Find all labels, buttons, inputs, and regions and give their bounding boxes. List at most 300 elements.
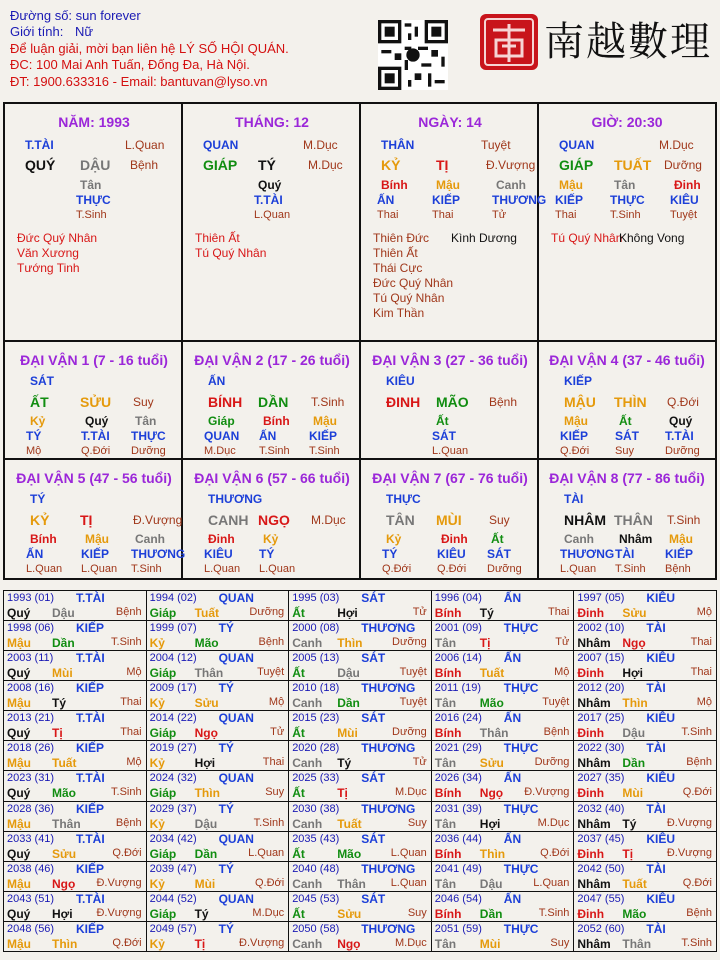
pillar-can: KỶ	[381, 157, 401, 173]
year-can: Tân	[434, 756, 457, 771]
year-cell	[146, 711, 289, 741]
year-cell-content	[432, 741, 574, 770]
year-can: Ất	[292, 726, 305, 741]
year-state: Bệnh	[115, 816, 142, 829]
year-star: QUAN	[218, 711, 254, 726]
hidden-star: TÝ	[26, 429, 42, 443]
hidden-star: THỰC	[610, 193, 645, 207]
hidden-star: TÝ	[259, 547, 275, 561]
year-can: Kỷ	[149, 936, 165, 951]
hidden-state: T.Sinh	[131, 563, 162, 575]
year-cell	[289, 771, 432, 801]
year-cell-content	[432, 681, 574, 710]
year-star: THƯƠNG	[361, 741, 416, 756]
year-cell	[431, 861, 574, 891]
year-cell	[574, 651, 717, 681]
dai-van-can: KỶ	[30, 512, 50, 528]
year-chi: Hợi	[622, 666, 643, 681]
dai-van-chi-right: Q.Đới	[667, 395, 699, 409]
hidden-state: Tử	[492, 209, 507, 221]
dai-van-chi: SỬU	[80, 394, 112, 410]
year-star: KIẾP	[76, 741, 105, 756]
year-chi: Thân	[337, 876, 366, 891]
dai-van-top: KIÊU	[386, 374, 415, 388]
hidden-state: T.Sinh	[309, 445, 340, 457]
chart-cell	[183, 342, 361, 460]
year-cell	[289, 651, 432, 681]
year-star: T.TÀI	[76, 891, 105, 906]
year-star: QUAN	[218, 771, 254, 786]
year-label: 2016 (24)	[434, 712, 482, 725]
year-label: 2032 (40)	[577, 802, 625, 815]
year-cell-content	[147, 591, 289, 620]
hidden-star: KIÊU	[670, 193, 699, 207]
year-label: 2000 (08)	[292, 622, 340, 635]
table-row	[4, 651, 717, 681]
year-can: Quý	[7, 726, 31, 741]
year-cell	[4, 711, 147, 741]
shen-sha-star: Thái Cực	[373, 261, 423, 275]
year-state: Dưỡng	[534, 756, 570, 769]
year-state: T.Sinh	[253, 816, 285, 829]
year-state: Dưỡng	[249, 606, 285, 618]
year-state: T.Sinh	[111, 636, 142, 649]
year-cell-content	[289, 681, 431, 710]
year-label: 2026 (34)	[434, 772, 482, 785]
chart-cell	[361, 460, 539, 578]
pillar-chi-right: Dưỡng	[664, 158, 702, 172]
year-cell	[431, 921, 574, 951]
dai-van-can: ĐINH	[386, 394, 421, 410]
year-label: 2027 (35)	[577, 772, 625, 785]
year-label: 2039 (47)	[149, 862, 197, 875]
year-chi: Tị	[52, 726, 63, 741]
year-cell-content	[4, 862, 146, 891]
year-label: 2038 (46)	[7, 862, 55, 875]
year-star: SÁT	[361, 651, 386, 666]
year-cell-content	[289, 741, 431, 770]
chart-cell	[539, 460, 715, 578]
year-label: 1998 (06)	[7, 622, 55, 635]
hidden-state: Mộ	[26, 445, 42, 457]
year-label: 2001 (09)	[434, 622, 482, 635]
year-label: 2028 (36)	[7, 802, 55, 815]
year-chi: Dậu	[52, 606, 75, 620]
year-state: Tuyệt	[399, 696, 427, 709]
year-star: T.TÀI	[76, 651, 105, 666]
year-chi: Mão	[337, 846, 362, 861]
pillar-chi-right: Bệnh	[130, 158, 159, 172]
hidden-can: Tân	[80, 178, 102, 192]
year-cell-content	[289, 832, 431, 861]
year-state: Dưỡng	[392, 726, 427, 739]
year-cell	[431, 891, 574, 921]
year-chi: Thìn	[52, 936, 78, 951]
year-state: Mộ	[554, 666, 570, 679]
hidden-star: ẤN	[259, 429, 277, 443]
year-cell-content	[289, 711, 431, 740]
hidden-state: Dưỡng	[665, 445, 700, 457]
year-label: 2004 (12)	[149, 652, 197, 665]
hidden-star: T.TÀI	[665, 429, 694, 443]
year-star: ẤN	[503, 711, 522, 726]
year-star: THỰC	[503, 921, 539, 936]
year-label: 2040 (48)	[292, 862, 340, 875]
hidden-can: Mậu	[85, 532, 109, 546]
year-label: 2005 (13)	[292, 652, 340, 665]
hidden-can: Tân	[614, 178, 636, 192]
year-cell-content	[432, 621, 574, 650]
dai-van-can: ẤT	[30, 394, 49, 410]
year-label: 2037 (45)	[577, 832, 625, 845]
year-label: 1994 (02)	[149, 592, 197, 604]
year-label: 2011 (19)	[434, 682, 482, 695]
year-chi: Dậu	[194, 816, 218, 831]
year-state: Q.Đới	[682, 876, 712, 889]
year-cell-content	[147, 621, 289, 650]
year-can: Đinh	[577, 846, 605, 861]
yearly-table	[3, 590, 717, 952]
year-cell-content	[147, 862, 289, 891]
year-cell-content	[147, 892, 289, 921]
year-chi: Dần	[479, 906, 503, 921]
year-can: Đinh	[577, 726, 605, 741]
year-cell	[431, 591, 574, 621]
hidden-star: SÁT	[487, 547, 511, 561]
year-state: M.Dục	[252, 906, 285, 919]
hidden-can: Bính	[263, 414, 290, 428]
dai-van-title: ĐẠI VẬN 8 (77 - 86 tuổi)	[549, 470, 705, 486]
year-label: 2033 (41)	[7, 832, 55, 845]
year-label: 2025 (33)	[292, 772, 340, 785]
year-cell-content	[147, 832, 289, 861]
year-state: M.Dục	[395, 936, 427, 949]
year-cell-content	[574, 862, 716, 891]
dai-van-can: NHÂM	[564, 512, 606, 528]
table-row	[4, 711, 717, 741]
year-cell	[146, 651, 289, 681]
year-label: 2012 (20)	[577, 682, 625, 695]
year-cell-content	[4, 711, 146, 740]
hidden-star: T.TÀI	[254, 193, 283, 207]
table-row	[4, 861, 717, 891]
year-chi: Dần	[194, 846, 218, 861]
year-star: KIẾP	[76, 921, 105, 936]
hidden-can: Ất	[491, 532, 504, 546]
year-cell	[146, 591, 289, 621]
year-can: Đinh	[577, 606, 605, 620]
year-state: Q.Đới	[682, 786, 712, 799]
dai-van-chi: MÙI	[436, 512, 462, 528]
hidden-state: L.Quan	[259, 563, 296, 575]
dai-van-chi: TỊ	[80, 512, 93, 528]
pillar-can: QUÝ	[25, 157, 56, 173]
pillar-chi-right: M.Dục	[308, 158, 343, 172]
year-cell	[146, 861, 289, 891]
year-cell	[431, 621, 574, 651]
hidden-star: KIẾP	[309, 429, 338, 443]
year-state: T.Sinh	[111, 786, 142, 799]
hidden-can: Nhâm	[619, 532, 653, 546]
hidden-can: Canh	[564, 532, 594, 546]
year-chi: Thìn	[337, 636, 363, 651]
year-chi: Tý	[337, 756, 352, 771]
year-state: T.Sinh	[538, 906, 570, 919]
hidden-can: Mậu	[669, 532, 693, 546]
year-star: SÁT	[361, 711, 386, 726]
year-state: Đ.Vượng	[666, 816, 712, 829]
dai-van-title: ĐẠI VẬN 1 (7 - 16 tuổi)	[20, 352, 168, 368]
year-cell-content	[4, 621, 146, 650]
year-chi: Dậu	[479, 876, 503, 891]
logo-text: 南越數理	[544, 19, 712, 65]
year-cell	[289, 861, 432, 891]
year-cell	[4, 891, 147, 921]
year-cell	[4, 681, 147, 711]
year-state: Dưỡng	[392, 636, 427, 649]
pillar-can: GIÁP	[203, 157, 238, 173]
hidden-can: Quý	[85, 414, 109, 428]
hidden-can: Kỷ	[386, 532, 402, 546]
year-state: L.Quan	[390, 876, 427, 889]
year-label: 2042 (50)	[577, 862, 625, 875]
chart-cell	[361, 104, 547, 342]
pillar-top-right: L.Quan	[125, 138, 165, 152]
address-line: ĐC: 100 Mai Anh Tuấn, Đống Đa, Hà Nội.	[10, 57, 250, 73]
dai-van-chi: THÂN	[614, 512, 653, 528]
year-cell	[431, 801, 574, 831]
year-can: Canh	[292, 816, 323, 831]
year-label: 2034 (42)	[149, 832, 197, 845]
year-state: T.Sinh	[681, 936, 712, 949]
year-can: Giáp	[149, 786, 177, 801]
dai-van-chi-right: Bệnh	[489, 395, 518, 409]
year-cell	[574, 621, 717, 651]
year-state: Thai	[547, 606, 570, 618]
year-state: Mộ	[126, 666, 142, 679]
year-state: Đ.Vượng	[96, 876, 142, 889]
year-cell-content	[432, 651, 574, 680]
dai-van-chi-right: T.Sinh	[311, 395, 345, 409]
year-chi: Thân	[622, 936, 652, 951]
year-state: Bệnh	[686, 756, 712, 769]
dai-van-chi-right: Đ.Vượng	[133, 513, 183, 527]
dai-van-top: ẤN	[208, 374, 226, 388]
year-star: TÀI	[646, 801, 666, 816]
year-chi: Tuất	[337, 816, 362, 831]
hidden-state: Q.Đới	[437, 563, 467, 575]
year-star: KIÊU	[646, 891, 676, 906]
year-can: Kỷ	[149, 756, 165, 771]
hidden-can: Canh	[496, 178, 526, 192]
year-can: Ất	[292, 666, 305, 681]
year-star: ẤN	[503, 891, 522, 906]
year-label: 2052 (60)	[577, 922, 625, 935]
year-cell	[574, 771, 717, 801]
year-cell	[574, 741, 717, 771]
year-state: Suy	[265, 786, 285, 799]
year-star: THƯƠNG	[361, 621, 416, 636]
year-chi: Sửu	[52, 846, 77, 861]
year-star: THỰC	[503, 621, 539, 636]
year-state: Thai	[262, 756, 285, 769]
year-chi: Tuất	[479, 666, 505, 681]
year-chi: Mão	[194, 636, 219, 651]
qr-code-icon	[378, 20, 448, 90]
year-cell	[289, 741, 432, 771]
year-can: Ất	[292, 606, 305, 620]
year-cell	[146, 891, 289, 921]
pillar-title: THÁNG: 12	[235, 114, 309, 130]
table-row	[4, 771, 717, 801]
year-can: Tân	[434, 936, 457, 951]
year-chi: Thìn	[479, 846, 506, 861]
year-cell	[146, 741, 289, 771]
year-state: Đ.Vượng	[96, 906, 142, 919]
hidden-star: THỰC	[131, 429, 166, 443]
year-label: 1993 (01)	[7, 592, 55, 604]
year-cell	[4, 741, 147, 771]
year-star: THỰC	[503, 741, 539, 756]
year-can: Giáp	[149, 906, 177, 921]
year-can: Quý	[7, 666, 31, 681]
year-cell	[574, 591, 717, 621]
year-can: Kỷ	[149, 876, 165, 891]
year-can: Mậu	[7, 756, 31, 771]
year-chi: Mùi	[194, 876, 216, 891]
hidden-can: Mậu	[559, 178, 583, 192]
red-seal-icon	[478, 12, 540, 72]
hidden-star: ẤN	[377, 193, 395, 207]
table-row	[4, 891, 717, 921]
year-cell	[146, 921, 289, 951]
year-cell-content	[432, 591, 574, 620]
year-can: Nhâm	[577, 636, 611, 651]
year-can: Giáp	[149, 846, 177, 861]
year-can: Canh	[292, 696, 323, 711]
year-chi: Mão	[52, 786, 76, 801]
pillar-top-right: M.Dục	[659, 138, 694, 152]
year-label: 1995 (03)	[292, 592, 340, 604]
hidden-star: TÀI	[615, 547, 635, 561]
year-chi: Thân	[52, 816, 81, 831]
dai-van-chi: NGỌ	[258, 512, 290, 528]
hidden-can: Giáp	[208, 414, 235, 428]
chart-cell	[539, 342, 715, 460]
pillar-chi: TUẤT	[614, 157, 652, 173]
hidden-star: THƯƠNG	[131, 547, 186, 561]
year-cell-content	[574, 681, 716, 710]
year-state: Q.Đới	[254, 876, 285, 889]
hidden-state: L.Quan	[560, 563, 597, 575]
pillar-can: GIÁP	[559, 157, 594, 173]
year-can: Mậu	[7, 936, 31, 951]
year-cell-content	[432, 711, 574, 740]
year-can: Bính	[434, 666, 462, 681]
year-state: Thai	[690, 636, 712, 649]
year-cell-content	[147, 741, 289, 770]
year-state: Mộ	[126, 756, 142, 769]
year-chi: Ngọ	[622, 636, 646, 651]
year-state: Q.Đới	[540, 846, 570, 859]
year-can: Bính	[434, 606, 462, 620]
year-star: T.TÀI	[76, 771, 105, 786]
year-star: QUAN	[218, 891, 254, 906]
year-label: 2049 (57)	[149, 922, 197, 935]
year-cell-content	[432, 832, 574, 861]
contact-line: Để luận giải, mời bạn liên hệ LÝ SỐ HỘI QUÁN.	[10, 40, 289, 56]
year-state: Tuyệt	[257, 666, 285, 679]
table-row	[4, 591, 717, 621]
year-state: Thai	[120, 696, 142, 709]
hidden-star: KIẾP	[665, 547, 694, 561]
year-cell	[146, 831, 289, 861]
shen-sha-star: Tướng Tinh	[17, 261, 80, 275]
hidden-star: KIÊU	[204, 547, 233, 561]
year-label: 2043 (51)	[7, 892, 55, 905]
dai-van-chi: DẦN	[258, 394, 289, 410]
year-state: Bệnh	[686, 906, 712, 919]
pillar-top-left: THÂN	[381, 138, 415, 152]
year-cell	[146, 771, 289, 801]
year-can: Đinh	[577, 666, 605, 681]
year-can: Mậu	[7, 636, 31, 651]
year-label: 2008 (16)	[7, 682, 55, 695]
year-can: Tân	[434, 876, 457, 891]
year-cell	[4, 621, 147, 651]
year-star: QUAN	[218, 831, 254, 846]
year-can: Tân	[434, 636, 457, 651]
hidden-can: Đinh	[674, 178, 701, 192]
year-star: THƯƠNG	[361, 861, 416, 876]
shen-sha-star: Thiên Ất	[373, 246, 418, 260]
year-cell-content	[147, 681, 289, 710]
year-star: TÀI	[646, 741, 666, 756]
dai-van-chi-right: Suy	[489, 513, 510, 527]
year-chi: Tị	[622, 846, 634, 861]
hidden-star: KIẾP	[560, 429, 589, 443]
hidden-star: ẤN	[26, 547, 44, 561]
table-row	[4, 681, 717, 711]
year-cell	[574, 831, 717, 861]
hidden-state: Thai	[432, 209, 454, 221]
year-star: KIẾP	[76, 861, 105, 876]
year-cell-content	[147, 771, 289, 800]
year-cell-content	[289, 892, 431, 921]
year-can: Kỷ	[149, 696, 165, 711]
year-star: TÝ	[218, 861, 234, 876]
year-star: QUAN	[218, 591, 254, 605]
hidden-star: T.TÀI	[81, 429, 110, 443]
chart-cell	[361, 342, 539, 460]
header-line-1: Đường số: sun forever	[10, 8, 141, 23]
year-can: Mậu	[7, 696, 31, 711]
year-star: ẤN	[503, 651, 522, 666]
year-chi: Dần	[622, 756, 646, 771]
year-can: Canh	[292, 756, 323, 771]
year-state: Mộ	[268, 696, 285, 709]
year-star: T.TÀI	[76, 831, 105, 846]
year-star: TÀI	[646, 621, 666, 636]
year-label: 2013 (21)	[7, 712, 55, 725]
year-cell-content	[4, 651, 146, 680]
chart-cell	[5, 342, 183, 460]
dai-van-top: THƯƠNG	[208, 492, 263, 506]
year-chi: Tị	[337, 786, 348, 801]
year-can: Bính	[434, 726, 462, 741]
year-label: 2017 (25)	[577, 712, 625, 725]
year-star: ẤN	[503, 591, 522, 605]
